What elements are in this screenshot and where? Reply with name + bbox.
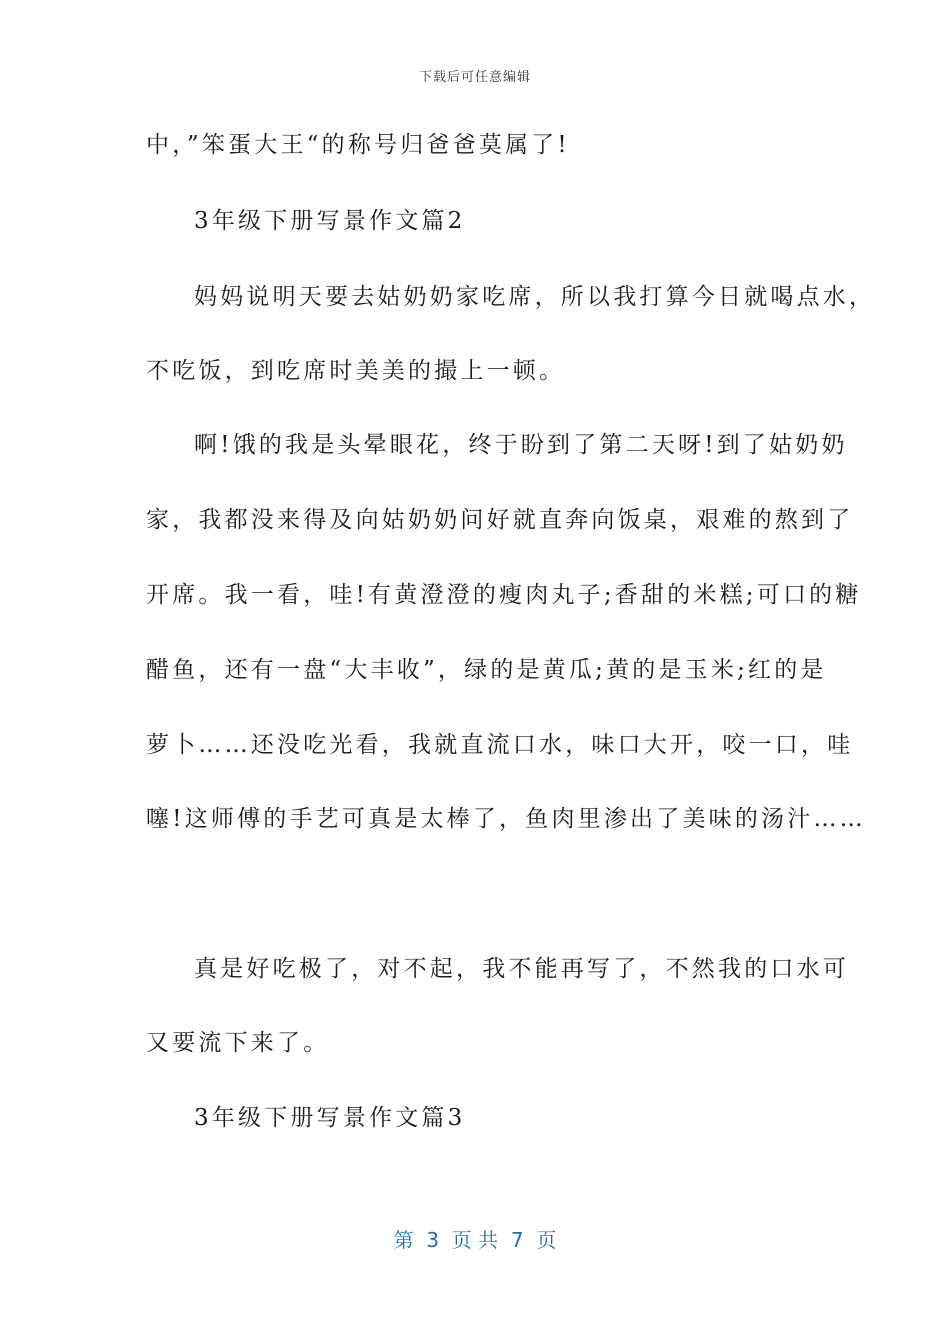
paragraph-line: 啊!饿的我是头晕眼花，终于盼到了第二天呀!到了姑奶奶	[194, 432, 848, 458]
paragraph-line: 萝卜……还没吃光看，我就直流口水，味口大开，咬一口，哇	[146, 732, 854, 758]
paragraph-line: 不吃饭，到吃席时美美的撮上一顿。	[146, 358, 566, 384]
page-header: 下载后可任意编辑	[418, 70, 531, 85]
paragraph-line: 家，我都没来得及向姑奶奶问好就直奔向饭桌，艰难的熬到了	[146, 507, 854, 533]
section-heading-2: 3年级下册写景作文篇2	[194, 208, 466, 234]
text-line-1: 中，”笨蛋大王“的称号归爸爸莫属了!	[146, 132, 570, 158]
paragraph-line: 又要流下来了。	[146, 1030, 330, 1056]
paragraph-line: 醋鱼，还有一盘“大丰收”，绿的是黄瓜;黄的是玉米;红的是	[146, 657, 827, 683]
paragraph-line: 开席。我一看，哇!有黄澄澄的瘦肉丸子;香甜的米糕;可口的糖	[146, 582, 862, 608]
paragraph-line: 妈妈说明天要去姑奶奶家吃席，所以我打算今日就喝点水，	[194, 284, 876, 310]
paragraph-line: 真是好吃极了，对不起，我不能再写了，不然我的口水可	[194, 956, 849, 982]
section-heading-3: 3年级下册写景作文篇3	[194, 1105, 466, 1131]
paragraph-line: 噻!这师傅的手艺可真是太棒了，鱼肉里渗出了美味的汤汁……	[146, 806, 866, 832]
page-number-footer: 第 3 页 共 7 页	[393, 1228, 557, 1252]
